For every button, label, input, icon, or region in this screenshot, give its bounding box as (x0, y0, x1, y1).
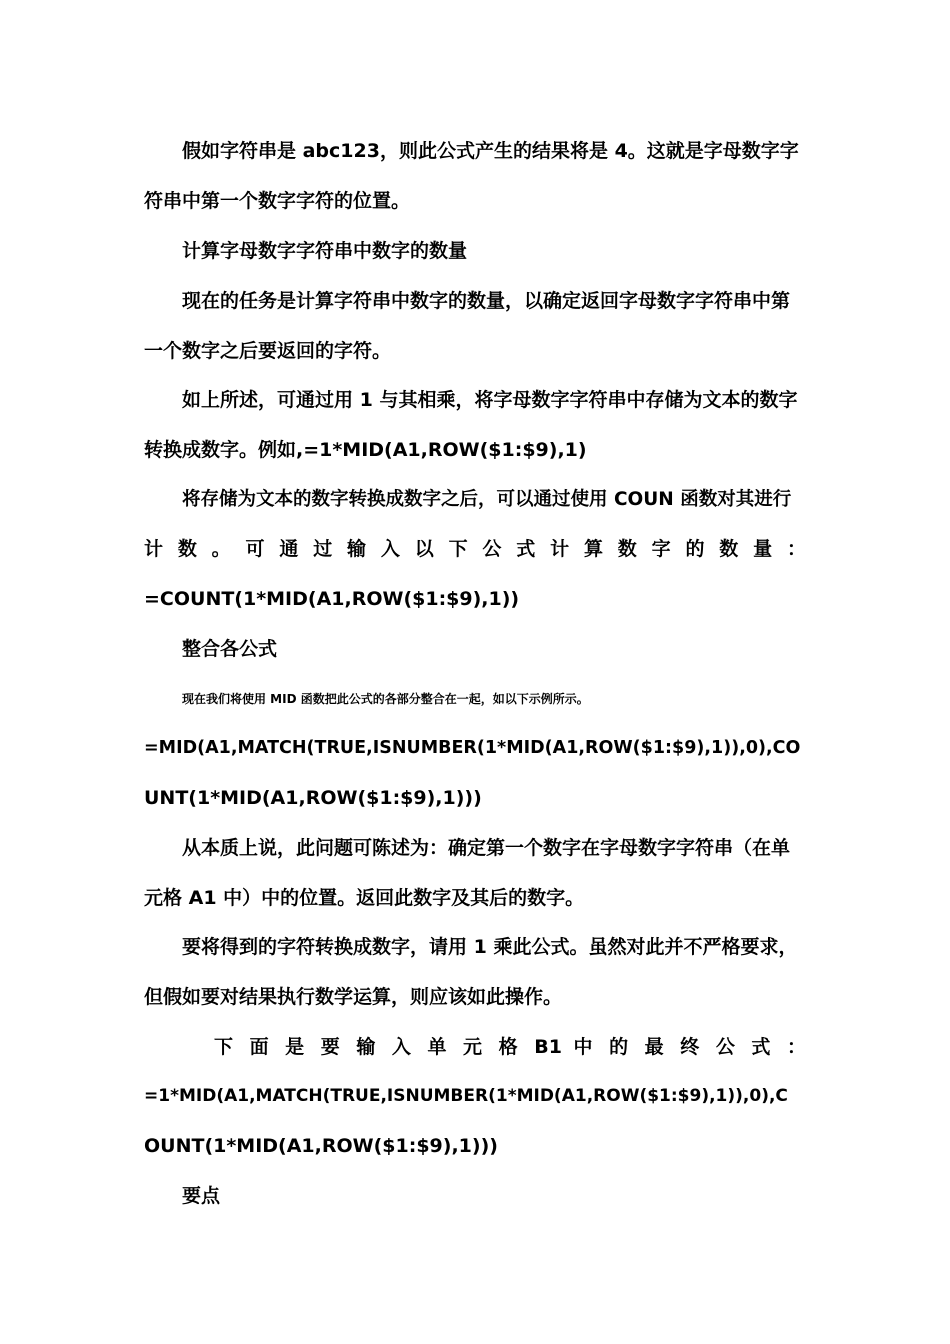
paragraph-line: 现在的任务是计算字符串中数字的数量，以确定返回字母数字字符串中第 (182, 290, 791, 312)
section-heading: 计算字母数字字符串中数字的数量 (182, 240, 468, 262)
formula-line: =1*MID(A1,MATCH(TRUE,ISNUMBER(1*MID(A1,ROW($1:$9),1)),0),C (144, 1086, 788, 1106)
paragraph-line: 要将得到的字符转换成数字，请用 1 乘此公式。虽然对此并不严格要求， (182, 936, 798, 958)
formula-line: UNT(1*MID(A1,ROW($1:$9),1))) (144, 787, 482, 809)
paragraph-line: 现在我们将使用 MID 函数把此公式的各部分整合在一起，如以下示例所示。 (182, 692, 589, 706)
paragraph-line: 下 面 是 要 输 入 单 元 格 B1 中 的 最 终 公 式 ： (214, 1036, 806, 1058)
paragraph-line: 将存储为文本的数字转换成数字之后，可以通过使用 COUN 函数对其进行 (182, 489, 792, 510)
paragraph-line: 转换成数字。例如,=1*MID(A1,ROW($1:$9),1) (144, 439, 587, 461)
paragraph-line: 从本质上说，此问题可陈述为：确定第一个数字在字母数字字符串（在单 (182, 837, 791, 859)
section-heading: 整合各公式 (182, 638, 278, 660)
paragraph-line: 假如字符串是 abc123，则此公式产生的结果将是 4。这就是字母数字字 (182, 140, 799, 162)
paragraph-line: 如上所述，可通过用 1 与其相乘，将字母数字字符串中存储为文本的数字 (182, 389, 798, 411)
paragraph-line: 但假如要对结果执行数学运算，则应该如此操作。 (144, 986, 563, 1008)
formula-line: =COUNT(1*MID(A1,ROW($1:$9),1)) (144, 588, 520, 610)
section-heading: 要点 (182, 1185, 221, 1207)
formula-line: =MID(A1,MATCH(TRUE,ISNUMBER(1*MID(A1,ROW($1:$9),1)),0),CO (144, 738, 801, 758)
paragraph-line: 一个数字之后要返回的字符。 (144, 340, 392, 362)
paragraph-line: 符串中第一个数字字符的位置。 (144, 190, 411, 212)
paragraph-line: 计 数 。 可 通 过 输 入 以 下 公 式 计 算 数 字 的 数 量 ： (144, 538, 806, 560)
formula-line: OUNT(1*MID(A1,ROW($1:$9),1))) (144, 1135, 498, 1157)
paragraph-line: 元格 A1 中）中的位置。返回此数字及其后的数字。 (144, 887, 585, 909)
